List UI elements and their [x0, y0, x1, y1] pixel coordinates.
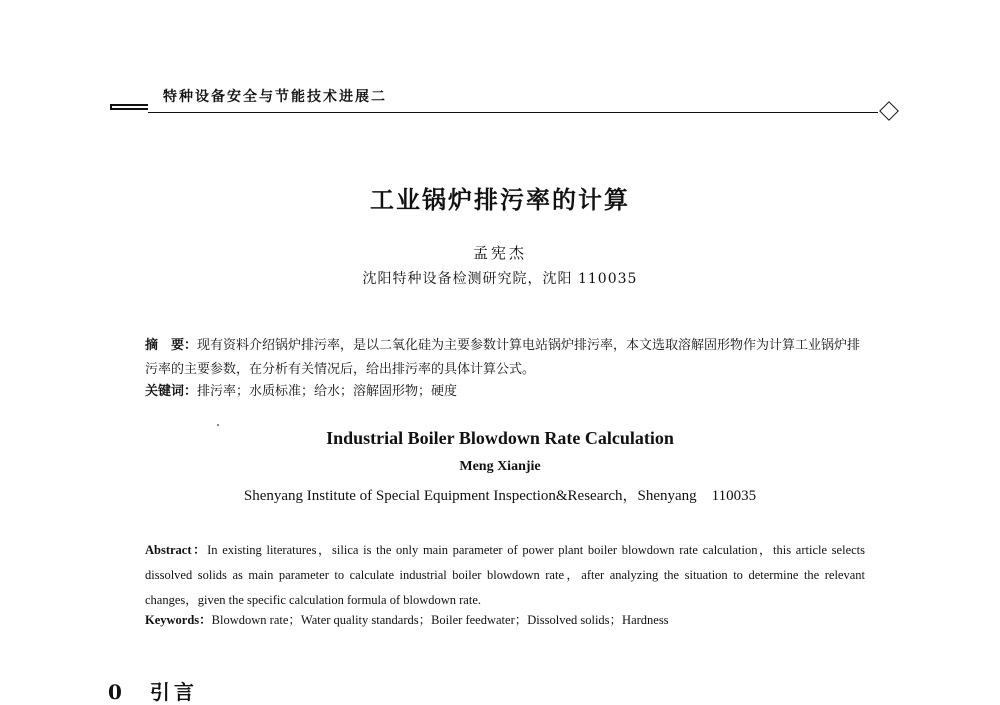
author-cn: 孟宪杰 — [472, 244, 527, 262]
abstract-cn — [145, 334, 865, 382]
keywords-cn-text: 排污率；水质标准；给水；溶解固形物；硬度 — [197, 384, 458, 399]
abstract-en-label: Abstract： — [145, 543, 208, 557]
keywords-en — [145, 609, 865, 631]
abstract-en-text: In existing literatures，silica is the only main parameter of power plant boiler blowdown rate calculation，this article selects dissolved solids as main parameter to calculate industrial boiler blowdown rate，after analyzing the situation to determine the relevant changes，given the specific calculation formula of blowdown rate. — [145, 543, 866, 607]
header-rule-line — [148, 112, 878, 113]
paper-title-en: Industrial Boiler Blowdown Rate Calculation — [326, 428, 674, 448]
author-en: Meng Xianjie — [459, 459, 541, 474]
keywords-en-label: Keywords： — [145, 613, 212, 627]
keywords-cn — [145, 382, 865, 402]
abstract-cn-label: 摘 要： — [145, 338, 198, 353]
affiliation-en: Shenyang Institute of Special Equipment Inspection&Research，Shenyang 110035 — [243, 488, 757, 504]
keywords-en-text: Blowdown rate；Water quality standards；Boiler feedwater；Dissolved solids；Hardness — [211, 613, 669, 627]
paper-title-cn: 工业锅炉排污率的计算 — [370, 185, 630, 214]
abstract-cn-text: 现有资料介绍锅炉排污率，是以二氧化硅为主要参数计算电站锅炉排污率，本文选取溶解固形物作为计算工业锅炉排污率的主要参数，在分析有关情况后，给出排污率的具体计算公式。 — [145, 338, 861, 377]
running-header-title: 特种设备安全与节能技术进展二 — [163, 89, 387, 105]
scan-speck — [217, 424, 219, 426]
affiliation-cn: 沈阳特种设备检测研究院，沈阳 110035 — [362, 271, 638, 287]
diamond-icon — [879, 101, 899, 121]
section-heading: 0 引言 — [108, 680, 198, 704]
keywords-cn-label: 关键词： — [145, 384, 198, 399]
abstract-en — [145, 538, 865, 613]
header-rule-bracket — [110, 104, 148, 110]
